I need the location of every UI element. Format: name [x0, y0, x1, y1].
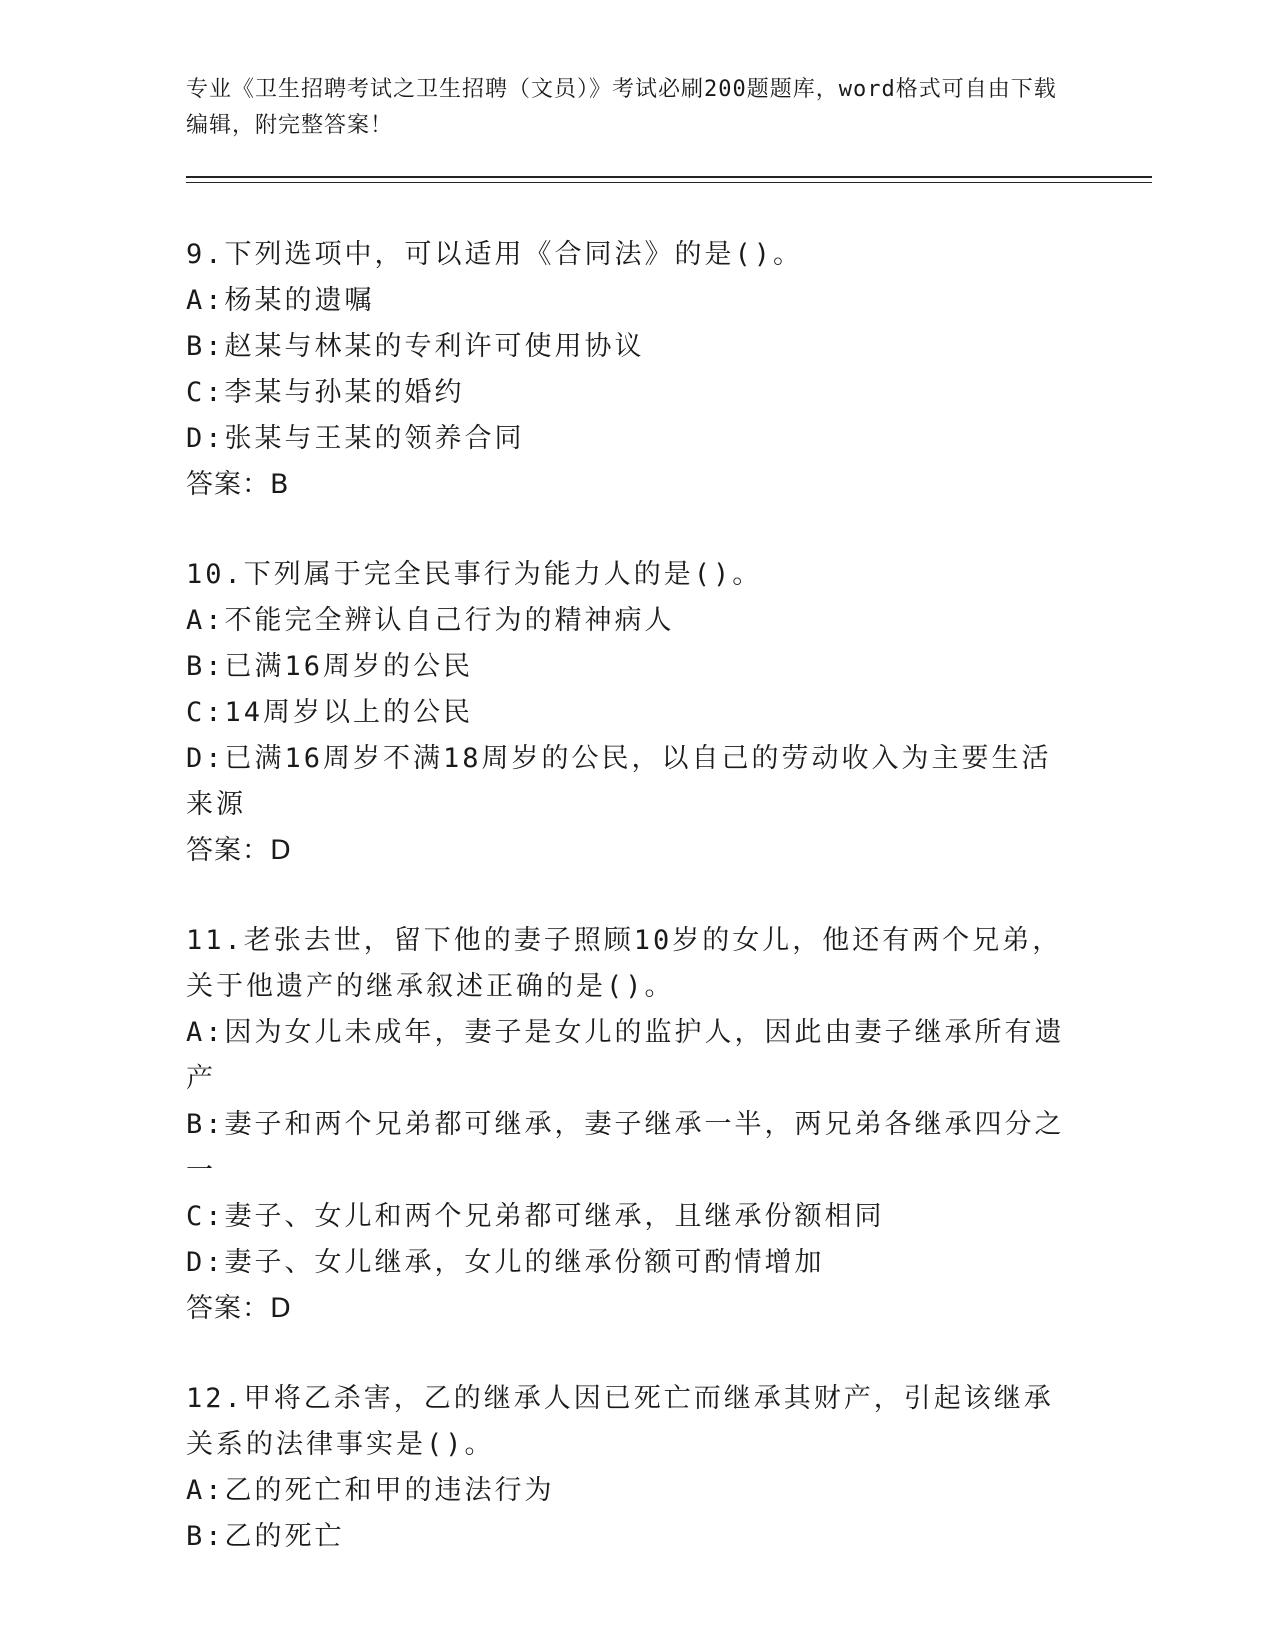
answer: 答案：D — [186, 835, 292, 866]
header-divider-thin — [186, 182, 1152, 183]
option-c: C:妻子、女儿和两个兄弟都可继承，且继承份额相同 — [186, 1201, 885, 1232]
option-d: D:妻子、女儿继承，女儿的继承份额可酌情增加 — [186, 1247, 825, 1278]
option-b: B:乙的死亡 — [186, 1521, 345, 1552]
option-c: C:李某与孙某的婚约 — [186, 377, 465, 408]
question-11 — [186, 918, 1066, 1332]
option-b: B:赵某与林某的专利许可使用协议 — [186, 331, 645, 362]
option-a: A:因为女儿未成年，妻子是女儿的监护人，因此由妻子继承所有遗产 — [186, 1017, 1065, 1094]
option-b: B:妻子和两个兄弟都可继承，妻子继承一半，两兄弟各继承四分之一 — [186, 1109, 1065, 1186]
question-stem: 9.下列选项中，可以适用《合同法》的是()。 — [186, 239, 804, 270]
option-a: A:不能完全辨认自己行为的精神病人 — [186, 605, 675, 636]
question-10 — [186, 552, 1066, 874]
option-a: A:杨某的遗嘱 — [186, 285, 375, 316]
question-stem: 12.甲将乙杀害，乙的继承人因已死亡而继承其财产，引起该继承关系的法律事实是()。 — [186, 1383, 1054, 1460]
question-stem: 10.下列属于完全民事行为能力人的是()。 — [186, 559, 763, 590]
option-c: C:14周岁以上的公民 — [186, 697, 474, 728]
option-b: B:已满16周岁的公民 — [186, 651, 474, 682]
header-divider-thick — [186, 176, 1152, 178]
question-stem: 11.老张去世，留下他的妻子照顾10岁的女儿，他还有两个兄弟，关于他遗产的继承叙述正确的是()。 — [186, 925, 1063, 1002]
option-a: A:乙的死亡和甲的违法行为 — [186, 1475, 555, 1506]
answer: 答案：D — [186, 1293, 292, 1324]
question-list — [186, 232, 1066, 1604]
answer: 答案：B — [186, 469, 290, 500]
question-12 — [186, 1376, 1066, 1560]
question-9 — [186, 232, 1066, 508]
option-d: D:已满16周岁不满18周岁的公民，以自己的劳动收入为主要生活来源 — [186, 743, 1052, 820]
option-d: D:张某与王某的领养合同 — [186, 423, 525, 454]
document-header: 专业《卫生招聘考试之卫生招聘（文员）》考试必刷200题题库，word格式可自由下载编辑，附完整答案！ — [186, 77, 1057, 138]
